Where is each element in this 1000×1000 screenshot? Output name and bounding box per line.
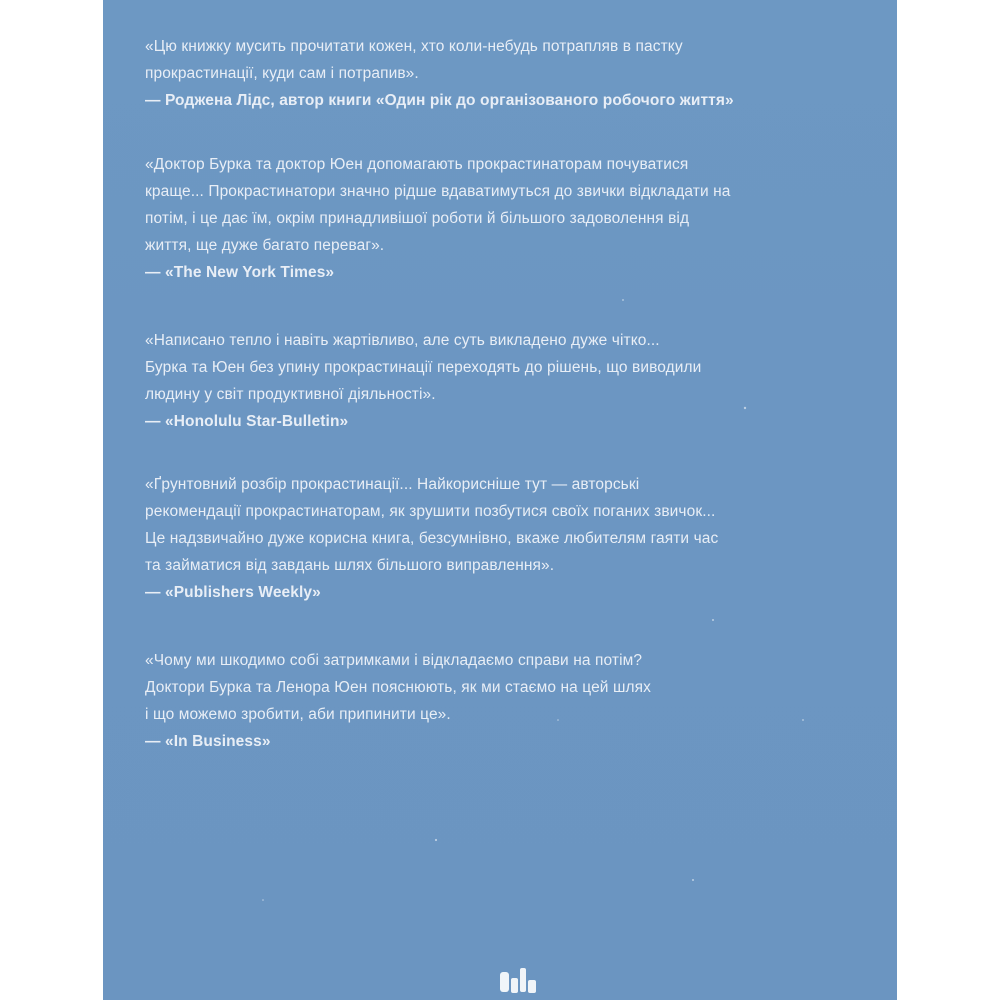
quote-line: та займатися від завдань шлях більшого виправлення». (145, 557, 555, 574)
quote-line: «Написано тепло і навіть жартівливо, але суть викладено дуже чітко... (145, 332, 660, 349)
book-back-cover (103, 0, 897, 1000)
quote-line: Доктори Бурка та Ленора Юен пояснюють, як ми стаємо на цей шлях (145, 679, 651, 696)
quote-line: Це надзвичайно дуже корисна книга, безсумнівно, вкаже любителям гаяти час (145, 530, 719, 547)
quote-line: і що можемо зробити, аби припинити це». (145, 706, 451, 723)
quote-line: рекомендації прокрастинаторам, як зрушити позбутися своїх поганих звичок... (145, 503, 716, 520)
quote-line: людину у світ продуктивної діяльності». (145, 386, 436, 403)
quote-line: «Цю книжку мусить прочитати кожен, хто коли-небудь потрапляв в пастку (145, 38, 683, 55)
quote-line: «Доктор Бурка та доктор Юен допомагають прокрастинаторам почуватися (145, 156, 689, 173)
quote-attribution: — «The New York Times» (145, 264, 335, 281)
quote-line: «Ґрунтовний розбір прокрастинації... Найкорисніше тут — авторські (145, 476, 640, 493)
quote-line: краще... Прокрастинатори значно рідше вдаватимуться до звички відкладати на (145, 183, 731, 200)
quote-line: «Чому ми шкодимо собі затримками і відкладаємо справи на потім? (145, 652, 643, 669)
quote-line: потім, і це дає їм, окрім принадливішої роботи й більшого задоволення від (145, 210, 690, 227)
quote-attribution: — «In Business» (145, 733, 271, 750)
quote-line: життя, ще дуже багато переваг». (145, 237, 385, 254)
quote-attribution: — «Honolulu Star-Bulletin» (145, 413, 349, 430)
quote-line: Бурка та Юен без упину прокрастинації переходять до рішень, що виводили (145, 359, 702, 376)
quote-line: прокрастинації, куди сам і потрапив». (145, 65, 419, 82)
quote-attribution: — «Publishers Weekly» (145, 584, 321, 601)
quote-attribution: — Роджена Лідс, автор книги «Один рік до організованого робочого життя» (145, 92, 734, 109)
paper-specks (103, 0, 897, 1000)
